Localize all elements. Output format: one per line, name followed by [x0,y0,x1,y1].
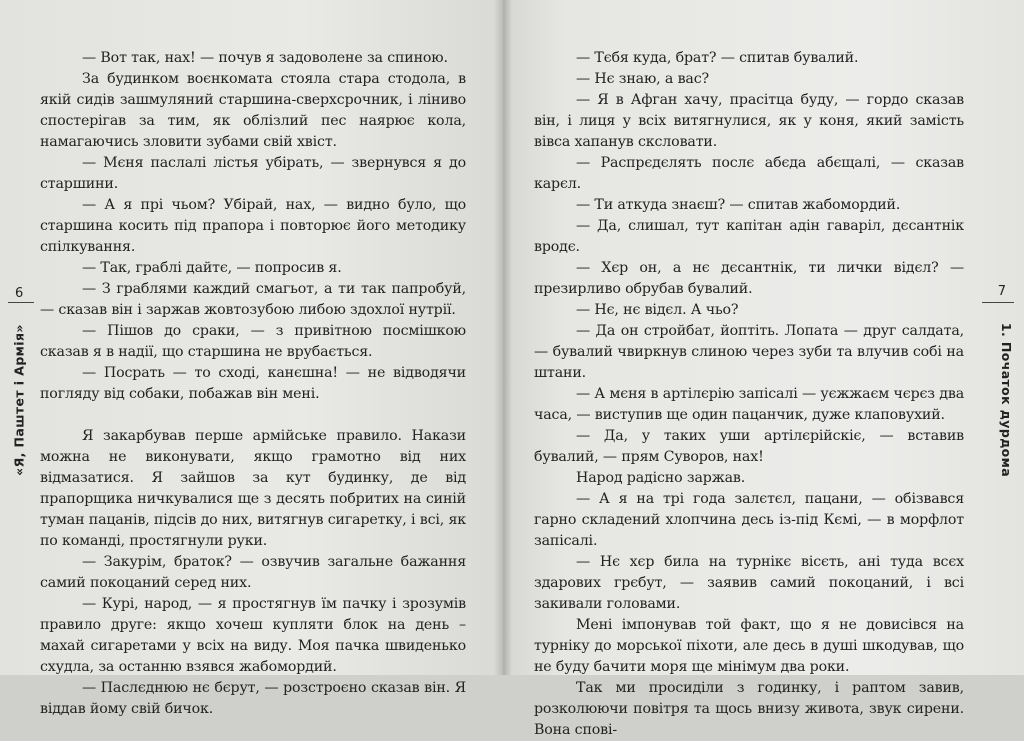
left-page [0,0,503,717]
page-number-right: 7 [997,284,1006,299]
paragraph: Мені імпонував той факт, що я не довисівся на турніку до морської піхоти, але десь в душі шкодував, що не буду бачити моря ще мінімум два роки. [534,617,964,675]
paragraph: — Мєня паслалі лістья убірать, — звернувся я до старшини. [40,155,466,192]
paragraph: — Закурім, браток? — озвучив загальне бажання самий покоцаний серед них. [40,554,466,591]
paragraph: — Распрєдєлять послє абєда абєщалі, — сказав карєл. [534,155,964,192]
paragraph: — Пішов до сраки, — з привітною посмішкою сказав я в надії, що старшина не врубається. [40,323,466,360]
paragraph: — А я на трі года залєтєл, пацани, — обізвався гарно складений хлопчина десь із-під Кємі, — в морфлот запісалі. [534,491,964,549]
paragraph: — Да, у таких уши артілєрійскіє, — вставив бувалий, — прям Суворов, нах! [534,428,964,465]
paragraph: — Так, граблі дайтє, — попросив я. [82,260,342,276]
paragraph: — Посрать — то сході, канєшна! — не відводячи погляду від собаки, побажав він мені. [40,365,466,402]
paragraph: За будинком воєнкомата стояла стара стодола, в якій сидів зашмуляний старшина-сверхсрочник, і ліниво спостерігав за тим, як облізлий пес наярює кола, намагаючись зловити зубами свій хвіст. [40,71,466,150]
paragraph: — Нє, нє відєл. А чьо? [576,302,739,318]
paragraph: — Паслєднюю нє бєрут, — розстроєно сказав він. Я віддав йому свій бичок. [40,680,466,717]
paragraph: — Я в Афган хачу, прасітца буду, — гордо сказав він, і лиця у всіх витягнулися, як у коня, який замість вівса хапанув сксловати. [534,92,964,150]
paragraph: — Ти аткуда знаєш? — спитав жабомордий. [576,197,901,213]
paragraph: — З граблями каждий смагьот, а ти так папробуй, — сказав він і заржав жовтозубою либою здохлої нутрії. [40,281,466,318]
paragraph: — Нє хєр била на турнікє вісєть, ані туда всєх здарових грєбут, — заявив самий покоцаний, і всі закивали головами. [534,554,964,612]
running-head-right: 1. Початок дурдома [998,322,1014,478]
left-page-text [40,48,466,720]
right-page-text [534,48,964,741]
paragraph: Я закарбував перше армійське правило. Накази можна не виконувати, якщо грамотно від них відмазатися. Я зайшов за кут будинку, де від прапорщика ничкувалися ще з десять побритих на синій туман пацанів, підсів до них, витягнув сигаретку, і всі, як по команді, простягнули руки. [40,428,466,549]
paragraph: Так ми просиділи з годинку, і раптом завив, розколюючи повітря та щось внизу живота, звук сирени. Вона спові- [534,680,964,738]
book-gutter [494,0,512,675]
paragraph: — Вот так, нах! — почув я задоволене за спиною. [82,50,448,66]
folio-rule-left [8,302,34,303]
folio-rule-right [982,302,1014,303]
paragraph: — Курі, народ, — я простягнув їм пачку і зрозумів правило друге: якщо хочеш купляти блок на день – махай сигаретами у всіх на виду. Моя пачка швиденько схудла, за останню взявся жабомордий. [40,596,466,675]
page-number-left: 6 [15,286,24,301]
running-head-left: «Я, Паштет і Армія» [11,324,27,476]
paragraph: — Да он стройбат, йоптіть. Лопата — друг салдата, — бувалий чвиркнув слиною через зуби та влучив собі на штани. [534,323,964,381]
paragraph: — Нє знаю, а вас? [576,71,709,87]
paragraph: Народ радісно заржав. [576,470,746,486]
paragraph: — Тєбя куда, брат? — спитав бувалий. [576,50,859,66]
paragraph: — А мєня в артілєрію запісалі — уєжжаєм чєрєз два часа, — виступив ще один пацанчик, дуже клаповухий. [534,386,964,423]
paragraph: — А я прі чьом? Убірай, нах, — видно було, що старшина косить під прапора і повторює його методику спілкування. [40,197,466,255]
paragraph: — Да, слишал, тут капітан адін гаваріл, дєсантнік вродє. [534,218,964,255]
paragraph: — Хєр он, а нє дєсантнік, ти лички відєл? — презирливо обрубав бувалий. [534,260,964,297]
right-page [503,0,1024,738]
